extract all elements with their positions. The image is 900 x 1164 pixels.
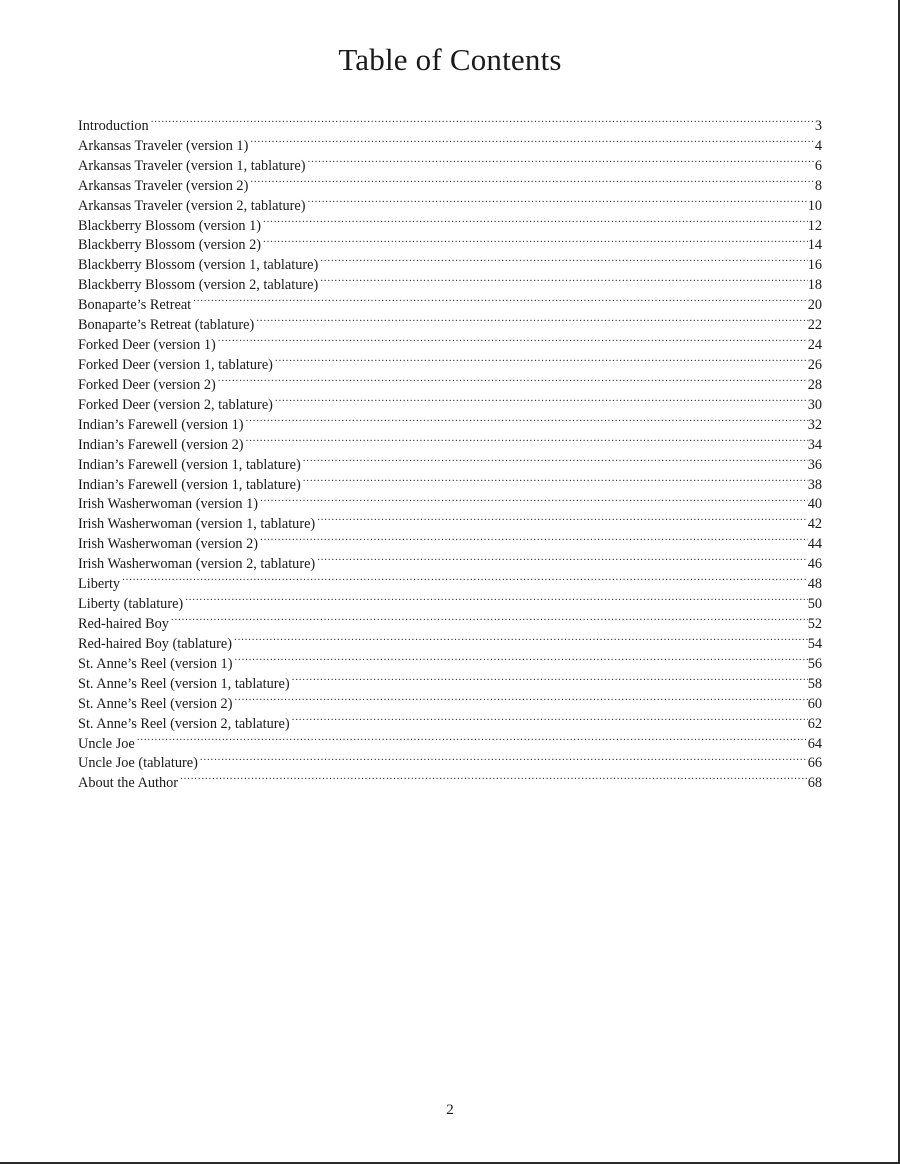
toc-entry-title: St. Anne’s Reel (version 1)	[78, 655, 233, 672]
dot-leader	[303, 449, 808, 469]
toc-entry-page-number: 42	[807, 516, 822, 533]
dot-leader	[151, 110, 815, 130]
dot-leader	[260, 489, 808, 509]
toc-entry-title: Liberty (tablature)	[78, 596, 184, 613]
toc-entry-title: Irish Washerwoman (version 1, tablature)	[78, 516, 316, 533]
dot-leader	[185, 588, 808, 608]
toc-entry-page-number: 38	[807, 476, 822, 493]
toc-entry-title: About the Author	[78, 775, 179, 792]
toc-entry-page-number: 34	[807, 436, 822, 453]
toc-entry-page-number: 40	[807, 496, 822, 513]
dot-leader	[320, 249, 807, 269]
dot-leader	[308, 190, 808, 210]
toc-entry-page-number: 50	[807, 596, 822, 613]
dot-leader	[137, 728, 808, 748]
toc-entry-page-number: 52	[807, 615, 822, 632]
toc-entry-page-number: 10	[807, 197, 822, 214]
toc-entry-title: Forked Deer (version 2)	[78, 376, 216, 393]
toc-entry-title: Blackberry Blossom (version 1, tablature)	[78, 257, 319, 274]
toc-entry-page-number: 4	[814, 137, 822, 154]
toc-entry-page-number: 58	[807, 675, 822, 692]
dot-leader	[263, 230, 808, 250]
page-number: 2	[446, 1102, 454, 1118]
toc-entry-title: Blackberry Blossom (version 2, tablature)	[78, 277, 319, 294]
toc-entry-page-number: 12	[807, 217, 822, 234]
toc-entry-title: Forked Deer (version 1, tablature)	[78, 356, 273, 373]
dot-leader	[260, 528, 808, 548]
toc-entry-page-number: 6	[814, 157, 822, 174]
dot-leader	[275, 349, 808, 369]
page-title: Table of Contents	[338, 42, 562, 77]
toc-entry-page-number: 8	[814, 177, 822, 194]
dot-leader	[234, 648, 807, 668]
toc-entry-title: Introduction	[78, 117, 149, 134]
dot-leader	[275, 389, 808, 409]
toc-entry-title: Irish Washerwoman (version 1)	[78, 496, 259, 513]
toc-entry-title: Blackberry Blossom (version 2)	[78, 237, 262, 254]
toc-entry-page-number: 20	[807, 297, 822, 314]
dot-leader	[246, 409, 808, 429]
toc-entry-page-number: 24	[807, 337, 822, 354]
toc-entry-title: Arkansas Traveler (version 1, tablature)	[78, 157, 306, 174]
toc-entry[interactable]	[78, 588, 822, 613]
toc-entry-page-number: 54	[807, 635, 822, 652]
toc-entry-page-number: 30	[807, 396, 822, 413]
toc-entry[interactable]	[78, 130, 822, 154]
toc-entry-title: Arkansas Traveler (version 2, tablature)	[78, 197, 306, 214]
toc-entry-page-number: 36	[807, 456, 822, 473]
dot-leader	[308, 150, 815, 170]
toc-entry-page-number: 46	[807, 556, 822, 573]
toc-entry-page-number: 3	[814, 117, 822, 134]
toc-entry[interactable]	[78, 110, 822, 134]
toc-entry[interactable]	[78, 748, 822, 772]
dot-leader	[234, 688, 807, 708]
toc-entry-page-number: 44	[807, 536, 822, 553]
dot-leader	[250, 170, 815, 190]
dot-leader	[320, 269, 807, 289]
toc-entry-page-number: 32	[807, 416, 822, 433]
toc-entry-page-number: 56	[807, 655, 822, 672]
dot-leader	[246, 429, 808, 449]
dot-leader	[292, 708, 808, 728]
toc-entry-title: Indian’s Farewell (version 1, tablature)	[78, 456, 301, 473]
toc-entry-page-number: 14	[807, 237, 822, 254]
toc-entry[interactable]	[78, 728, 822, 752]
dot-leader	[218, 369, 808, 389]
dot-leader	[180, 767, 808, 787]
toc-entry-title: St. Anne’s Reel (version 2)	[78, 695, 233, 712]
toc-entry-title: Forked Deer (version 2, tablature)	[78, 396, 273, 413]
dot-leader	[303, 469, 808, 489]
toc-entry-title: Irish Washerwoman (version 2)	[78, 536, 259, 553]
table-of-contents	[78, 110, 822, 792]
toc-entry-title: Red-haired Boy (tablature)	[78, 635, 233, 652]
toc-entry-page-number: 26	[807, 356, 822, 373]
toc-entry[interactable]	[78, 568, 822, 593]
toc-entry-page-number: 60	[807, 695, 822, 712]
dot-leader	[317, 548, 808, 568]
toc-entry[interactable]	[78, 767, 822, 792]
dot-leader	[200, 748, 808, 768]
toc-entry-title: Red-haired Boy	[78, 615, 169, 632]
toc-entry-title: Blackberry Blossom (version 1)	[78, 217, 262, 234]
toc-entry-title: Indian’s Farewell (version 2)	[78, 436, 244, 453]
toc-entry-title: Indian’s Farewell (version 1)	[78, 416, 244, 433]
toc-entry-title: Uncle Joe	[78, 735, 135, 752]
toc-entry-page-number: 68	[807, 775, 822, 792]
dot-leader	[317, 508, 808, 528]
toc-entry-title: Bonaparte’s Retreat (tablature)	[78, 317, 255, 334]
toc-entry-title: Uncle Joe (tablature)	[78, 755, 198, 772]
toc-entry-page-number: 62	[807, 715, 822, 732]
dot-leader	[234, 628, 808, 648]
dot-leader	[218, 329, 808, 349]
toc-entry-title: St. Anne’s Reel (version 2, tablature)	[78, 715, 290, 732]
toc-entry-title: Liberty	[78, 576, 121, 593]
toc-entry-page-number: 16	[807, 257, 822, 274]
toc-entry[interactable]	[78, 628, 822, 652]
toc-entry-title: St. Anne’s Reel (version 1, tablature)	[78, 675, 290, 692]
toc-entry-page-number: 28	[807, 376, 822, 393]
toc-entry-title: Arkansas Traveler (version 2)	[78, 177, 249, 194]
toc-entry-title: Arkansas Traveler (version 1)	[78, 137, 249, 154]
toc-entry-title: Irish Washerwoman (version 2, tablature)	[78, 556, 316, 573]
dot-leader	[292, 668, 808, 688]
toc-entry-page-number: 66	[807, 755, 822, 772]
toc-entry-page-number: 48	[807, 576, 822, 593]
toc-entry-page-number: 64	[807, 735, 822, 752]
dot-leader	[256, 309, 807, 329]
dot-leader	[250, 130, 815, 150]
toc-entry[interactable]	[78, 608, 822, 632]
toc-entry-page-number: 18	[807, 277, 822, 294]
toc-entry-title: Indian’s Farewell (version 1, tablature)	[78, 476, 301, 493]
dot-leader	[193, 289, 808, 309]
toc-entry-title: Forked Deer (version 1)	[78, 337, 216, 354]
dot-leader	[171, 608, 808, 628]
toc-entry-title: Bonaparte’s Retreat	[78, 297, 192, 314]
toc-entry-page-number: 22	[807, 317, 822, 334]
dot-leader	[263, 210, 808, 230]
dot-leader	[122, 568, 808, 588]
